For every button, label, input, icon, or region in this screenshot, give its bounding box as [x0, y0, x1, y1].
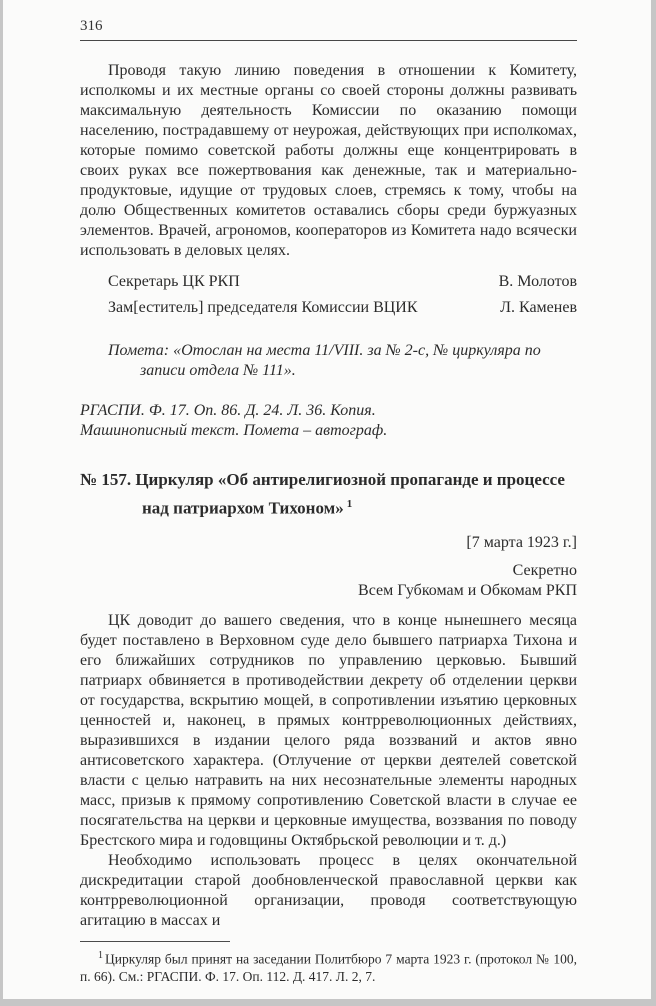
footnote-body: Циркуляр был принят на заседании Политбюро 7 марта 1923 г. (протокол № 100, п. 66). См.: РГАСПИ. Ф. 17. Оп. 112. Д. 417. Л. 2, 7.	[80, 951, 577, 985]
signature-title: Зам[еститель] председателя Комиссии ВЦИК	[108, 299, 418, 316]
page-body	[3, 0, 651, 999]
doc156-closing-paragraph: Проводя такую линию поведения в отношении к Комитету, исполкомы и их местные органы со своей стороны должны развивать максимальную деятельность Комиссии по оказанию помощи населению, пострадавшему от неурожая, действующих при исполкомах, которые помимо советской работы должны еще концентрировать в своих руках все пожертвования как денежные, так и материально-продуктовые, идущие от трудовых слоев, стремясь к тому, чтобы на долю Общественных комитетов оставались сборы среди буржуазных элементов. Врачей, агрономов, кооператоров из Комитета надо всячески использовать в деловых целях.	[80, 62, 577, 259]
secrecy-label: Секретно	[512, 561, 577, 579]
document-heading-text: № 157. Циркуляр «Об антирелигиозной пропаганде и процессе над патриархом Тихоном»	[80, 470, 565, 518]
signature-title: Секретарь ЦК РКП	[108, 273, 240, 290]
doc157-paragraph-2: Необходимо использовать процесс в целях окончательной дискредитации старой дообновленческой православной церкви как контрреволюционной организации, проводя соответствующую агитацию в массах и	[80, 851, 577, 929]
signature-name: В. Молотов	[498, 273, 577, 290]
footnote-text	[80, 947, 577, 987]
pometa-note: Помета: «Отослан на места 11/VIII. за № 2-с, № циркуляра по записи отдела № 111».	[108, 342, 541, 379]
footnote-marker: 1	[98, 949, 103, 961]
archive-citation-line: РГАСПИ. Ф. 17. Оп. 86. Д. 24. Л. 36. Копия.	[80, 402, 376, 419]
page-number: 316	[80, 18, 103, 34]
addressee-line: Всем Губкомам и Обкомам РКП	[358, 581, 577, 599]
document-date: [7 марта 1923 г.]	[466, 533, 577, 551]
archive-description-line: Машинописный текст. Помета – автограф.	[80, 422, 388, 439]
signature-row	[80, 295, 577, 321]
signature-name: Л. Каменев	[500, 299, 577, 316]
archive-reference	[80, 401, 577, 441]
footnote-block	[80, 931, 577, 987]
signature-row	[80, 269, 577, 295]
header-rule	[80, 40, 577, 41]
heading-footnote-marker: 1	[346, 498, 353, 510]
document-heading	[80, 467, 577, 521]
footnote-rule	[80, 941, 230, 942]
doc157-paragraph-1: ЦК доводит до вашего сведения, что в конце нынешнего месяца будет поставлено в Верховном суде дело бывшего патриарха Тихона и его ближайших сотрудников по управлению церковью. Бывший патриарх обвиняется в противодействии декрету об отделении церкви от государства, вскрытию мощей, в сопротивлении изъятию церковных ценностей и, наконец, в прямых контрреволюционных действиях, выразившихся в издании целого ряда воззваний и актов явно антисоветского характера. (Отлучение от церкви деятелей советской власти с целью натравить на них несознательные элементы народных масс, призыв к прямому сопротивлению Советской власти в случае ее посягательства на церкви и церковные имущества, воззвания по поводу Брестского мира и годовщины Октябрьской революции и т. д.)	[80, 611, 577, 849]
signature-block	[80, 269, 577, 321]
